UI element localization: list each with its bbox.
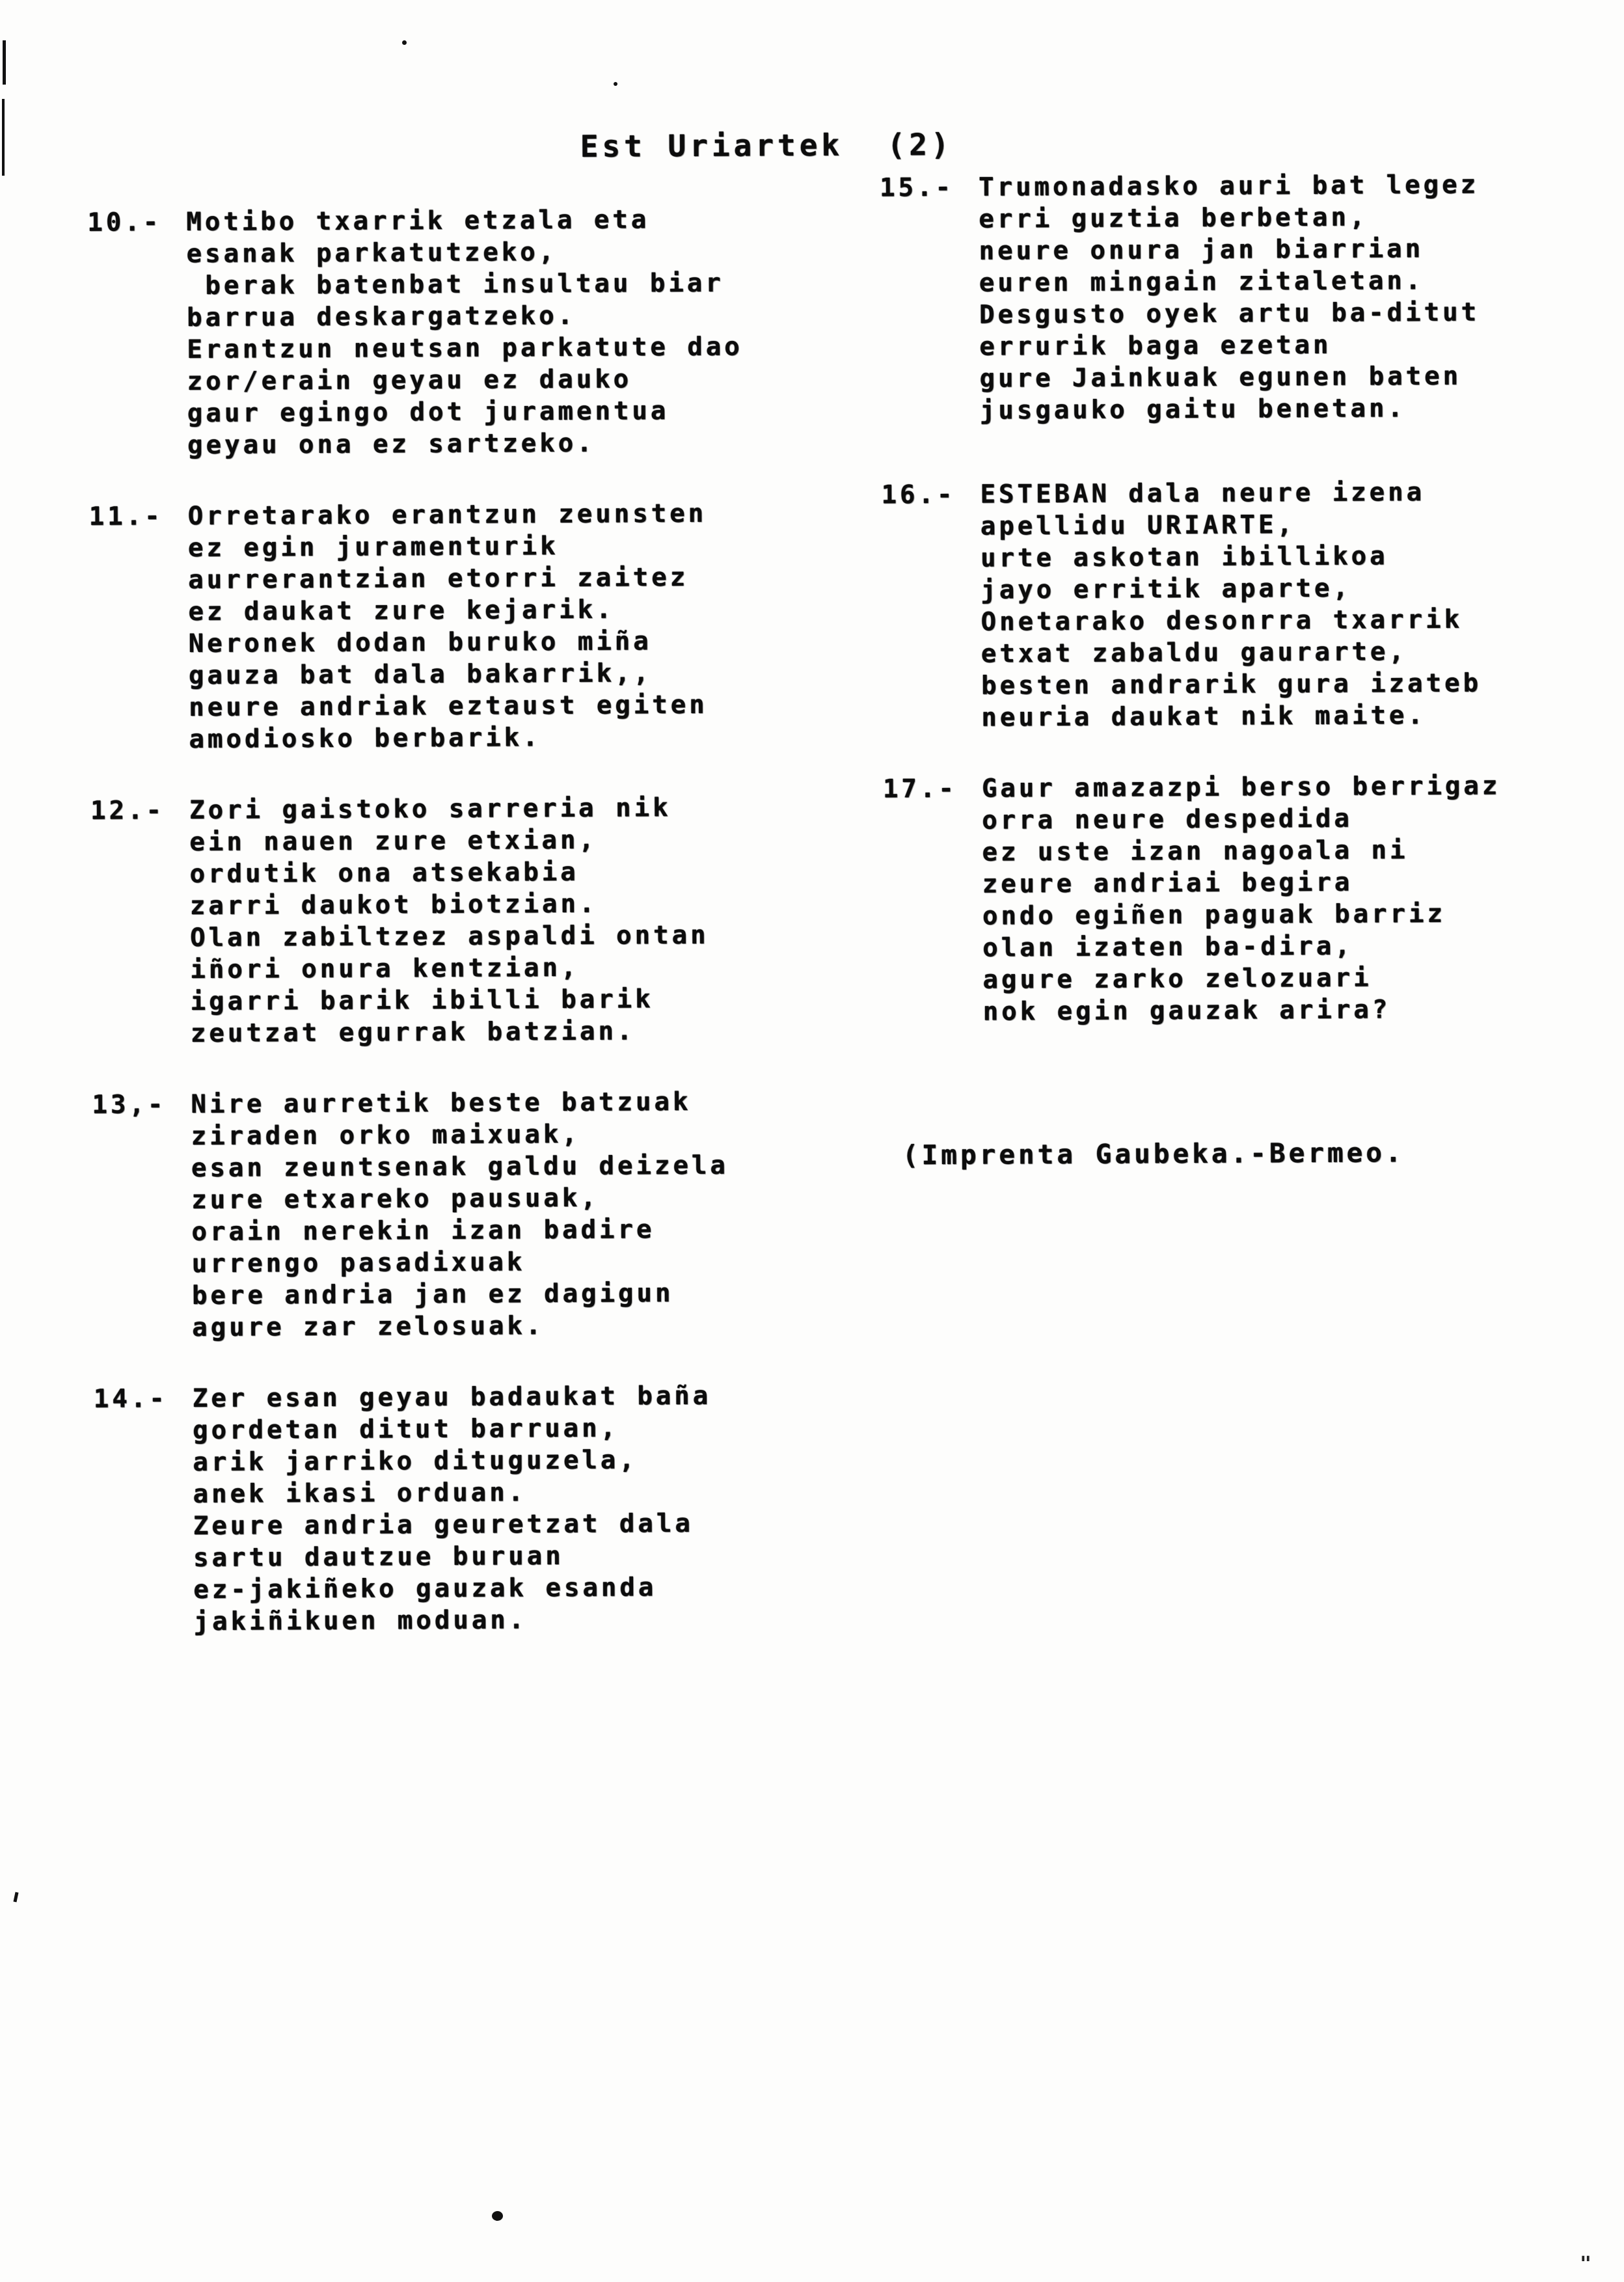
verse-line: esanak parkatutzeko, — [186, 238, 558, 269]
verse-line: agure zar zelosuak. — [192, 1311, 545, 1342]
verse-line: ziraden orko maixuak, — [191, 1119, 580, 1152]
verse-line: urrengo pasadixuak — [191, 1247, 526, 1279]
stanza — [883, 770, 1613, 1029]
verse-line: Nire aurretik beste batzuak — [191, 1087, 692, 1120]
verse-line: Motibo txarrik etzala eta — [186, 205, 650, 238]
scan-bullet-icon — [492, 2211, 503, 2221]
verse-line: Onetarako desonrra txarrik — [981, 604, 1463, 637]
verse-line: Olan zabiltzez aspaldi ontan — [190, 920, 709, 953]
verse-line: Orretarako erantzun zeunsten — [187, 498, 707, 532]
verse-line: esan zeuntsenak galdu deizela — [191, 1150, 729, 1183]
stanza-number: 13,- — [92, 1090, 167, 1120]
verse-line: olan izaten ba-dira, — [982, 931, 1354, 963]
verse-line: apellidu URIARTE, — [980, 510, 1296, 541]
verse-line: jusgauko gaitu benetan. — [979, 394, 1407, 426]
verse-line: Trumonadasko auri bat legez — [979, 170, 1480, 202]
verse-line: ein nauen zure etxian, — [189, 825, 598, 858]
verse-line: errurik baga ezetan — [979, 330, 1332, 362]
verse-line: igarri barik ibilli barik — [190, 985, 654, 1017]
scan-edge-mark-icon — [3, 40, 6, 85]
scan-edge-mark-icon — [2, 99, 5, 176]
stanza — [92, 1085, 887, 1344]
verse-line: aurrerantzian etorri zaitez — [188, 562, 689, 595]
verse-line: gauza bat dala bakarrik,, — [188, 659, 653, 691]
verse-line: euren mingain zitaletan. — [979, 266, 1424, 298]
verse-line: gure Jainkuak egunen baten — [979, 361, 1462, 394]
verse-line: agure zarko zelozuari — [982, 963, 1372, 995]
verse-line: Neronek dodan buruko miña — [188, 627, 652, 659]
verse-line: berak batenbat insultau biar — [186, 268, 724, 301]
stanza — [89, 496, 884, 755]
verse-line: zarri daukot biotzian. — [189, 889, 598, 921]
verse-line: gordetan ditut barruan, — [193, 1413, 619, 1445]
verse-line: geyau ona ez sartzeko. — [187, 428, 595, 461]
verse-line: neuria daukat nik maite. — [981, 701, 1427, 733]
verse-line: ez egin juramenturik — [187, 532, 559, 564]
verse-line: amodiosko berbarik. — [189, 723, 541, 755]
verse-line: ondo egiñen paguak barriz — [982, 899, 1446, 931]
scan-dot-icon — [614, 82, 617, 86]
stanza — [880, 169, 1610, 428]
verse-line: nok egin gauzak arira? — [982, 995, 1391, 1027]
verse-line: gaur egingo dot juramentua — [187, 396, 670, 429]
verse-line: etxat zabaldu gaurarte, — [981, 637, 1408, 669]
verse-line: ez uste izan nagoala ni — [982, 835, 1409, 867]
verse-line: zeure andriai begira — [982, 867, 1353, 899]
stanza-number: 16.- — [881, 480, 956, 510]
right-column — [880, 169, 1613, 1068]
stanza — [90, 791, 886, 1050]
verse-line: urte askotan ibillikoa — [981, 541, 1388, 573]
stanza — [87, 202, 882, 461]
stanza-number: 14.- — [93, 1384, 168, 1414]
left-column — [87, 202, 889, 1677]
verse-line: iñori onura kentzian, — [190, 953, 580, 985]
verse-line: barrua deskargatzeko. — [187, 301, 576, 333]
verse-line: Gaur amazazpi berso berrigaz — [981, 771, 1501, 804]
verse-line: ez-jakiñeko gauzak esanda — [193, 1573, 657, 1605]
stanza — [882, 476, 1612, 735]
scan-quote-mark-icon: " — [1580, 2253, 1592, 2275]
stanza — [94, 1379, 889, 1638]
verse-line: orra neure despedida — [982, 804, 1353, 835]
verse-line: Erantzun neutsan parkatute dao — [187, 332, 743, 365]
scan-dot-icon — [402, 40, 407, 45]
stanza-number: 17.- — [882, 774, 958, 804]
verse-line: neure onura jan biarrian — [979, 234, 1424, 266]
verse-line: ordutik ona atsekabia — [189, 857, 579, 890]
verse-line: Zori gaistoko sarreria nik — [189, 793, 671, 826]
verse-line: sartu dautzue buruan — [193, 1542, 564, 1573]
verse-line: besten andrarik gura izateb — [981, 668, 1482, 701]
verse-line: zeutzat egurrak batzian. — [190, 1016, 636, 1049]
verse-line: Zer esan geyau badaukat baña — [192, 1381, 712, 1413]
stanza-number: 10.- — [87, 208, 162, 238]
stanza-number: 12.- — [90, 796, 165, 826]
stanza-number: 15.- — [880, 172, 954, 203]
verse-line: erri guztia berbetan, — [979, 202, 1368, 234]
verse-line: zor/erain geyau ez dauko — [187, 364, 632, 397]
verse-line: Desgusto oyek artu ba-ditut — [979, 297, 1480, 330]
verse-line: neure andriak eztaust egiten — [189, 690, 708, 723]
verse-line: anek ikasi orduan. — [193, 1478, 527, 1509]
verse-line: Zeure andria geuretzat dala — [193, 1508, 694, 1541]
verse-line: zure etxareko pausuak, — [191, 1183, 599, 1215]
verse-line: jakiñikuen moduan. — [193, 1605, 528, 1637]
verse-line: bere andria jan ez dagigun — [191, 1279, 674, 1311]
stanza-number: 11.- — [88, 502, 163, 532]
verse-line: arik jarriko dituguzela, — [193, 1445, 638, 1477]
page-title: Est Uriartek (2) — [580, 126, 953, 164]
verse-line: jayo erritik aparte, — [981, 573, 1352, 605]
imprint-line: (Imprenta Gaubeka.-Bermeo. — [902, 1137, 1405, 1171]
verse-line: ESTEBAN dala neure izena — [980, 478, 1426, 509]
verse-line: orain nerekin izan badire — [191, 1215, 655, 1247]
verse-line: ez daukat zure kejarik. — [188, 595, 615, 627]
